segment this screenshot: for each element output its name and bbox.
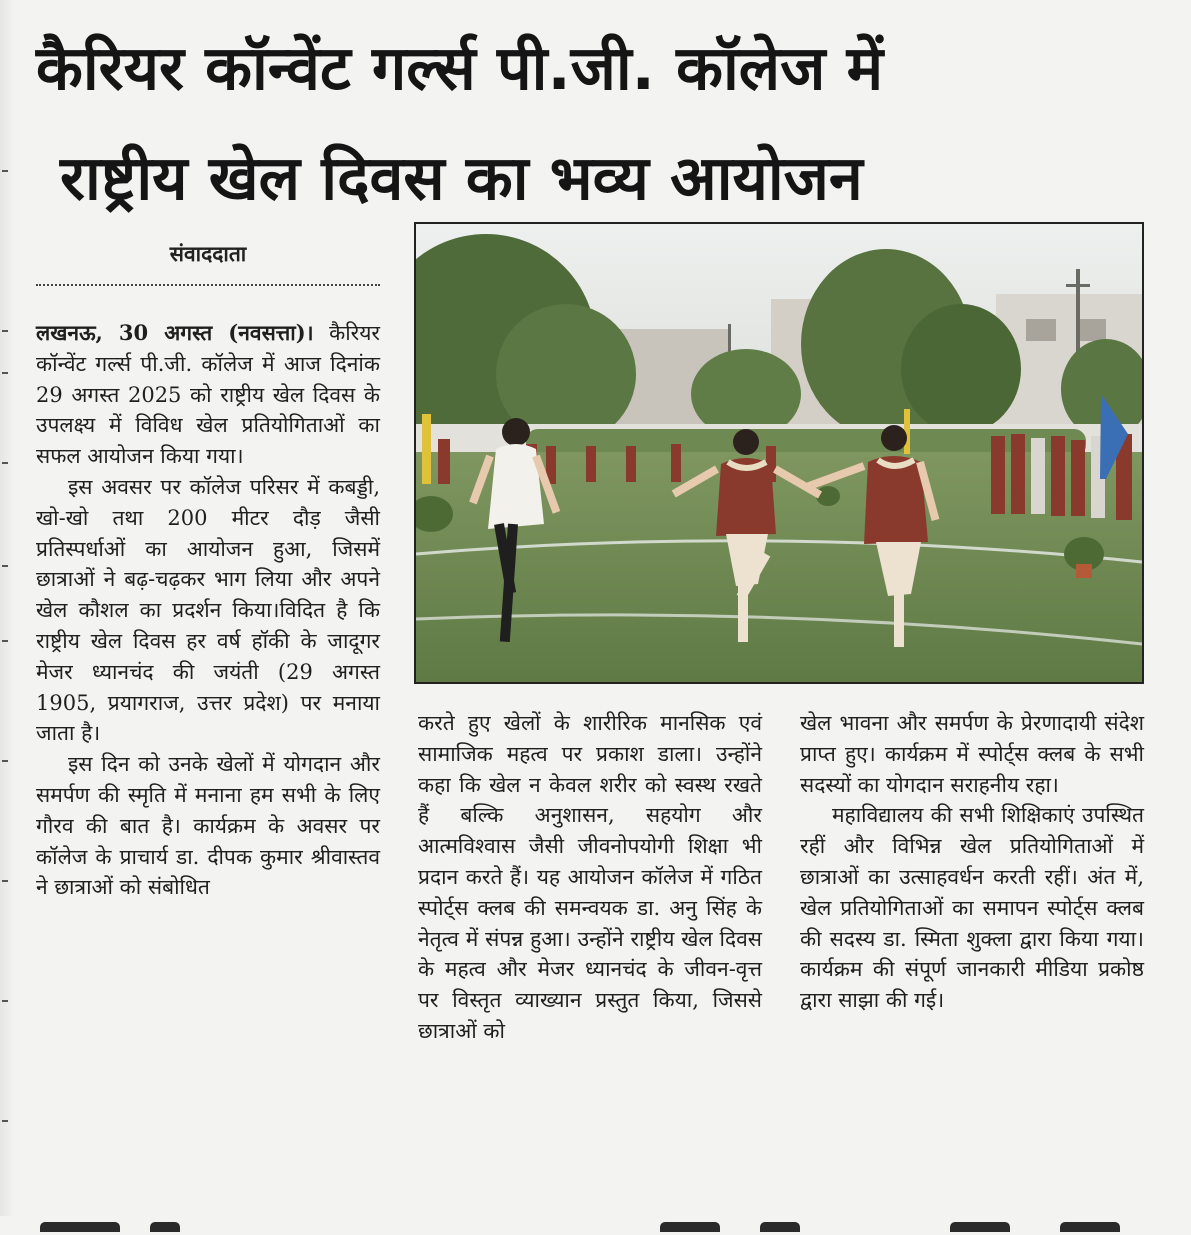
- article-column-3: [800, 708, 1144, 1016]
- edge-mark: [2, 170, 8, 172]
- article-paragraph-3: इस दिन को उनके खेलों में योगदान और समर्पण की स्मृति में मनाना हम सभी के लिए गौरव की बात है। कार्यक्रम के अवसर पर कॉलेज के प्राचार्य डा. दीपक कुमार श्रीवास्तव ने छात्राओं को संबोधित: [36, 752, 380, 900]
- byline: संवाददाता: [169, 241, 247, 266]
- edge-mark: [2, 760, 8, 762]
- article-column-1: [36, 318, 380, 903]
- page-fold-edge: [0, 0, 14, 1235]
- sports-day-race-photo: [414, 222, 1144, 684]
- article-paragraph-2: इस अवसर पर कॉलेज परिसर में कबड्डी, खो-खो तथा 200 मीटर दौड़ जैसी प्रतिस्पर्धाओं का आयोजन हुआ, जिसमें छात्राओं ने बढ़-चढ़कर भाग लिया और अपने खेल कौशल का प्रदर्शन किया।विदित है कि राष्ट्रीय खेल दिवस हर वर्ष हॉकी के जादूगर मेजर ध्यानचंद की जयंती (29 अगस्त 1905, प्रयागराज, उत्तर प्रदेश) पर मनाया जाता है।: [36, 474, 380, 746]
- edge-mark: [2, 1000, 8, 1002]
- cropped-text-fragment: [760, 1222, 800, 1232]
- dateline: लखनऊ, 30 अगस्त (नवसत्ता)।: [36, 320, 314, 345]
- cropped-text-fragment: [660, 1222, 720, 1232]
- article-paragraph-1: [36, 318, 380, 472]
- edge-mark: [2, 880, 8, 882]
- cropped-text-fragment: [1060, 1222, 1120, 1232]
- next-article-top-edge: [0, 1216, 1191, 1235]
- edge-mark: [2, 462, 8, 464]
- edge-mark: [2, 640, 8, 642]
- paragraph-1-text: कैरियर कॉन्वेंट गर्ल्स पी.जी. कॉलेज में आज दिनांक 29 अगस्त 2025 को राष्ट्रीय खेल दिवस के उपलक्ष्य में विविध खेल प्रतियोगिताओं का सफल आयोजन किया गया।: [36, 321, 380, 469]
- cropped-text-fragment: [150, 1222, 180, 1232]
- edge-mark: [2, 565, 8, 567]
- cropped-text-fragment: [40, 1222, 120, 1232]
- headline-line-2: राष्ट्रीय खेल दिवस का भव्य आयोजन: [60, 143, 863, 214]
- headline: [36, 14, 1156, 234]
- cropped-text-fragment: [950, 1222, 1010, 1232]
- photo-illustration: [416, 224, 1142, 682]
- article-paragraph-4: करते हुए खेलों के शारीरिक मानसिक एवं सामाजिक महत्व पर प्रकाश डाला। उन्होंने कहा कि खेल न केवल शरीर को स्वस्थ रखते हैं बल्कि अनुशासन, सहयोग और आत्मविश्वास जैसी जीवनोपयोगी शिक्षा भी प्रदान करते हैं। यह आयोजन कॉलेज में गठित स्पोर्ट्स क्लब की समन्वयक डा. अनु सिंह के नेतृत्व में संपन्न हुआ। उन्होंने राष्ट्रीय खेल दिवस के महत्व और मेजर ध्यानचंद के जीवन-वृत्त पर विस्तृत व्याख्यान प्रस्तुत किया, जिससे छात्राओं को: [418, 711, 762, 1043]
- article-paragraph-5: खेल भावना और समर्पण के प्रेरणादायी संदेश प्राप्त हुए। कार्यक्रम में स्पोर्ट्स क्लब के सभी सदस्यों का योगदान सराहनीय रहा।: [800, 711, 1144, 797]
- edge-mark: [2, 372, 8, 374]
- article-column-2: [418, 708, 762, 1047]
- headline-line-1: कैरियर कॉन्वेंट गर्ल्स पी.जी. कॉलेज में: [36, 33, 884, 104]
- byline-dotted-rule: [36, 284, 380, 286]
- edge-mark: [2, 1120, 8, 1122]
- edge-mark: [2, 330, 8, 332]
- article-paragraph-6: महाविद्यालय की सभी शिक्षिकाएं उपस्थित रहीं और विभिन्न खेल प्रतियोगिताओं में छात्राओं का उत्साहवर्धन करती रहीं। अंत में, खेल प्रतियोगिताओं का समापन स्पोर्ट्स क्लब की सदस्य डा. स्मिता शुक्ला द्वारा किया गया। कार्यक्रम की संपूर्ण जानकारी मीडिया प्रकोष्ठ द्वारा साझा की गई।: [800, 803, 1144, 1013]
